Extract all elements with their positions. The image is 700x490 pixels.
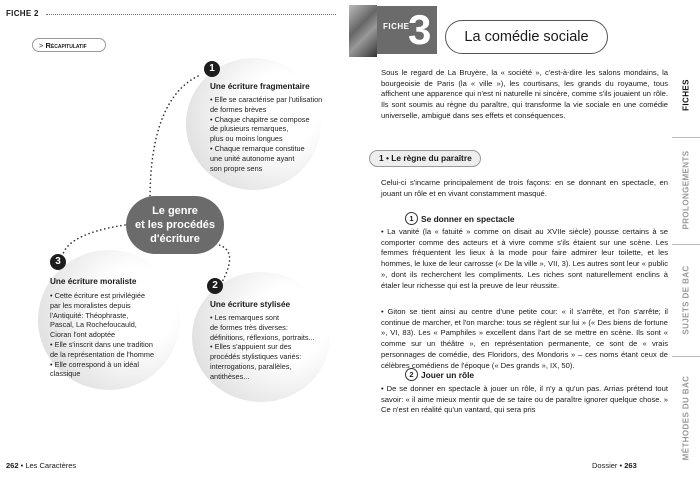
sidebar-tab-methodes[interactable]: MÉTHODES DU BAC: [681, 375, 691, 461]
sidebar-divider: [672, 244, 700, 245]
page-footer-left: 262 • Les Caractères: [6, 461, 77, 470]
paragraph: • Giton se tient ainsi au centre d'une petite cour: « il s'arrête, et l'on s'arrête; il continue de marcher, et l'on marche: tous se règlent sur lui » (« Des biens de fortune », VI, 83). Les « Pamphiles » excellent dans l'art de se mettre en scène. Ils sont « comme sur un théâtre », en représentation permanente, ce sont de « vrais personnages de comédie, des Floridors, des Mondoris » – ces noms étant ceux de célèbres comédiens de l'époque (« Des grands », IX, 50).: [381, 307, 668, 370]
bubble-number: 2: [207, 278, 223, 294]
recap-label: > Récapitulatif: [32, 38, 106, 52]
page-title: La comédie sociale: [445, 20, 608, 54]
fiche-word: FICHE: [383, 22, 410, 31]
paragraph: • De se donner en spectacle à jouer un rôle, il n'y a qu'un pas. Arrias prétend tout savoir: « il aime mieux mentir que de se taire ou de paraître ignorer quelque chose. » Ce n'est en réalité qu'un vantard, qui sera pris: [381, 384, 668, 415]
sidebar-tab-sujets[interactable]: SUJETS DE BAC: [681, 265, 691, 335]
sidebar-divider: [672, 356, 700, 357]
sidebar-divider: [672, 137, 700, 138]
fiche-number: 3: [408, 6, 432, 53]
bubble-list: • Les remarques sont de formes très diverses: définitions, réflexions, portraits... • Elles s'appuient sur des procédés stylistiques variés: interrogations, parallèles, antithèses...: [210, 313, 315, 381]
bubble-list: • Elle se caractérise par l'utilisation de formes brèves • Chaque chapitre se compose de plusieurs remarques, plus ou moins longues • Chaque remarque constitue une unité autonome ayant son propre sens: [210, 95, 323, 173]
section-heading: 1 • Le règne du paraître: [369, 150, 481, 167]
paragraph: • La vanité (la « fatuité » comme on disait au XVIIe siècle) pousse certains à se comporter comme des acteurs et à vivre comme s'ils étaient sur une scène. Les femmes fréquentent les lieux à la mode pour faire admirer leur toilette, et les hommes, le luxe de leur carrosse (« De la ville », VII, 3). Les autres sont leur « public », dont ils recherchent les compliments. Les riches sont naturellement enclins à étaler leur richesse qui est la preuve de leur réussite.: [381, 227, 668, 290]
subsection-heading: 1 Se donner en spectacle: [405, 212, 515, 225]
bubble-title: Une écriture moraliste: [50, 277, 137, 286]
bubble-list: • Cette écriture est privilégiée par les moralistes depuis l'Antiquité: Théophraste, Pascal, La Rochefoucauld, Cioran l'ont adoptée • Elle s'inscrit dans une tradition de la représentation de l'homme • Elle correspond à un idéal classique: [50, 291, 155, 379]
page-footer-right: Dossier • 263: [592, 461, 637, 470]
sidebar-tab-fiches[interactable]: FICHES: [681, 79, 691, 111]
subsection-heading: 2 Jouer un rôle: [405, 368, 474, 381]
bubble-number: 3: [50, 254, 66, 270]
bubble-number: 1: [204, 61, 220, 77]
center-topic: Le genre et les procédés d'écriture: [126, 196, 224, 254]
section-intro: Celui-ci s'incarne principalement de trois façons: en se donnant en spectacle, en jouant un rôle et en vivant constamment masqué.: [381, 178, 668, 198]
sidebar-tab-prolongements[interactable]: PROLONGEMENTS: [681, 150, 691, 230]
intro-paragraph: Sous le regard de La Bruyère, la « société », c'est-à-dire les salons mondains, la bourgeoisie de Paris (la « ville »), les courtisans, les grands du royaume, tous affichent une apparence qui n'est ni naturelle ni sincère, comme s'ils jouaient un rôle. Ils sont soumis au règne du paraître, qui transforme la vie sociale en une comédie universelle, ambiguë dans ses effets et conséquences.: [381, 68, 668, 120]
bubble-title: Une écriture fragmentaire: [210, 82, 310, 91]
bubble-title: Une écriture stylisée: [210, 300, 291, 309]
fiche-header: FICHE 2: [6, 9, 39, 18]
statue-thumbnail: [349, 5, 377, 57]
